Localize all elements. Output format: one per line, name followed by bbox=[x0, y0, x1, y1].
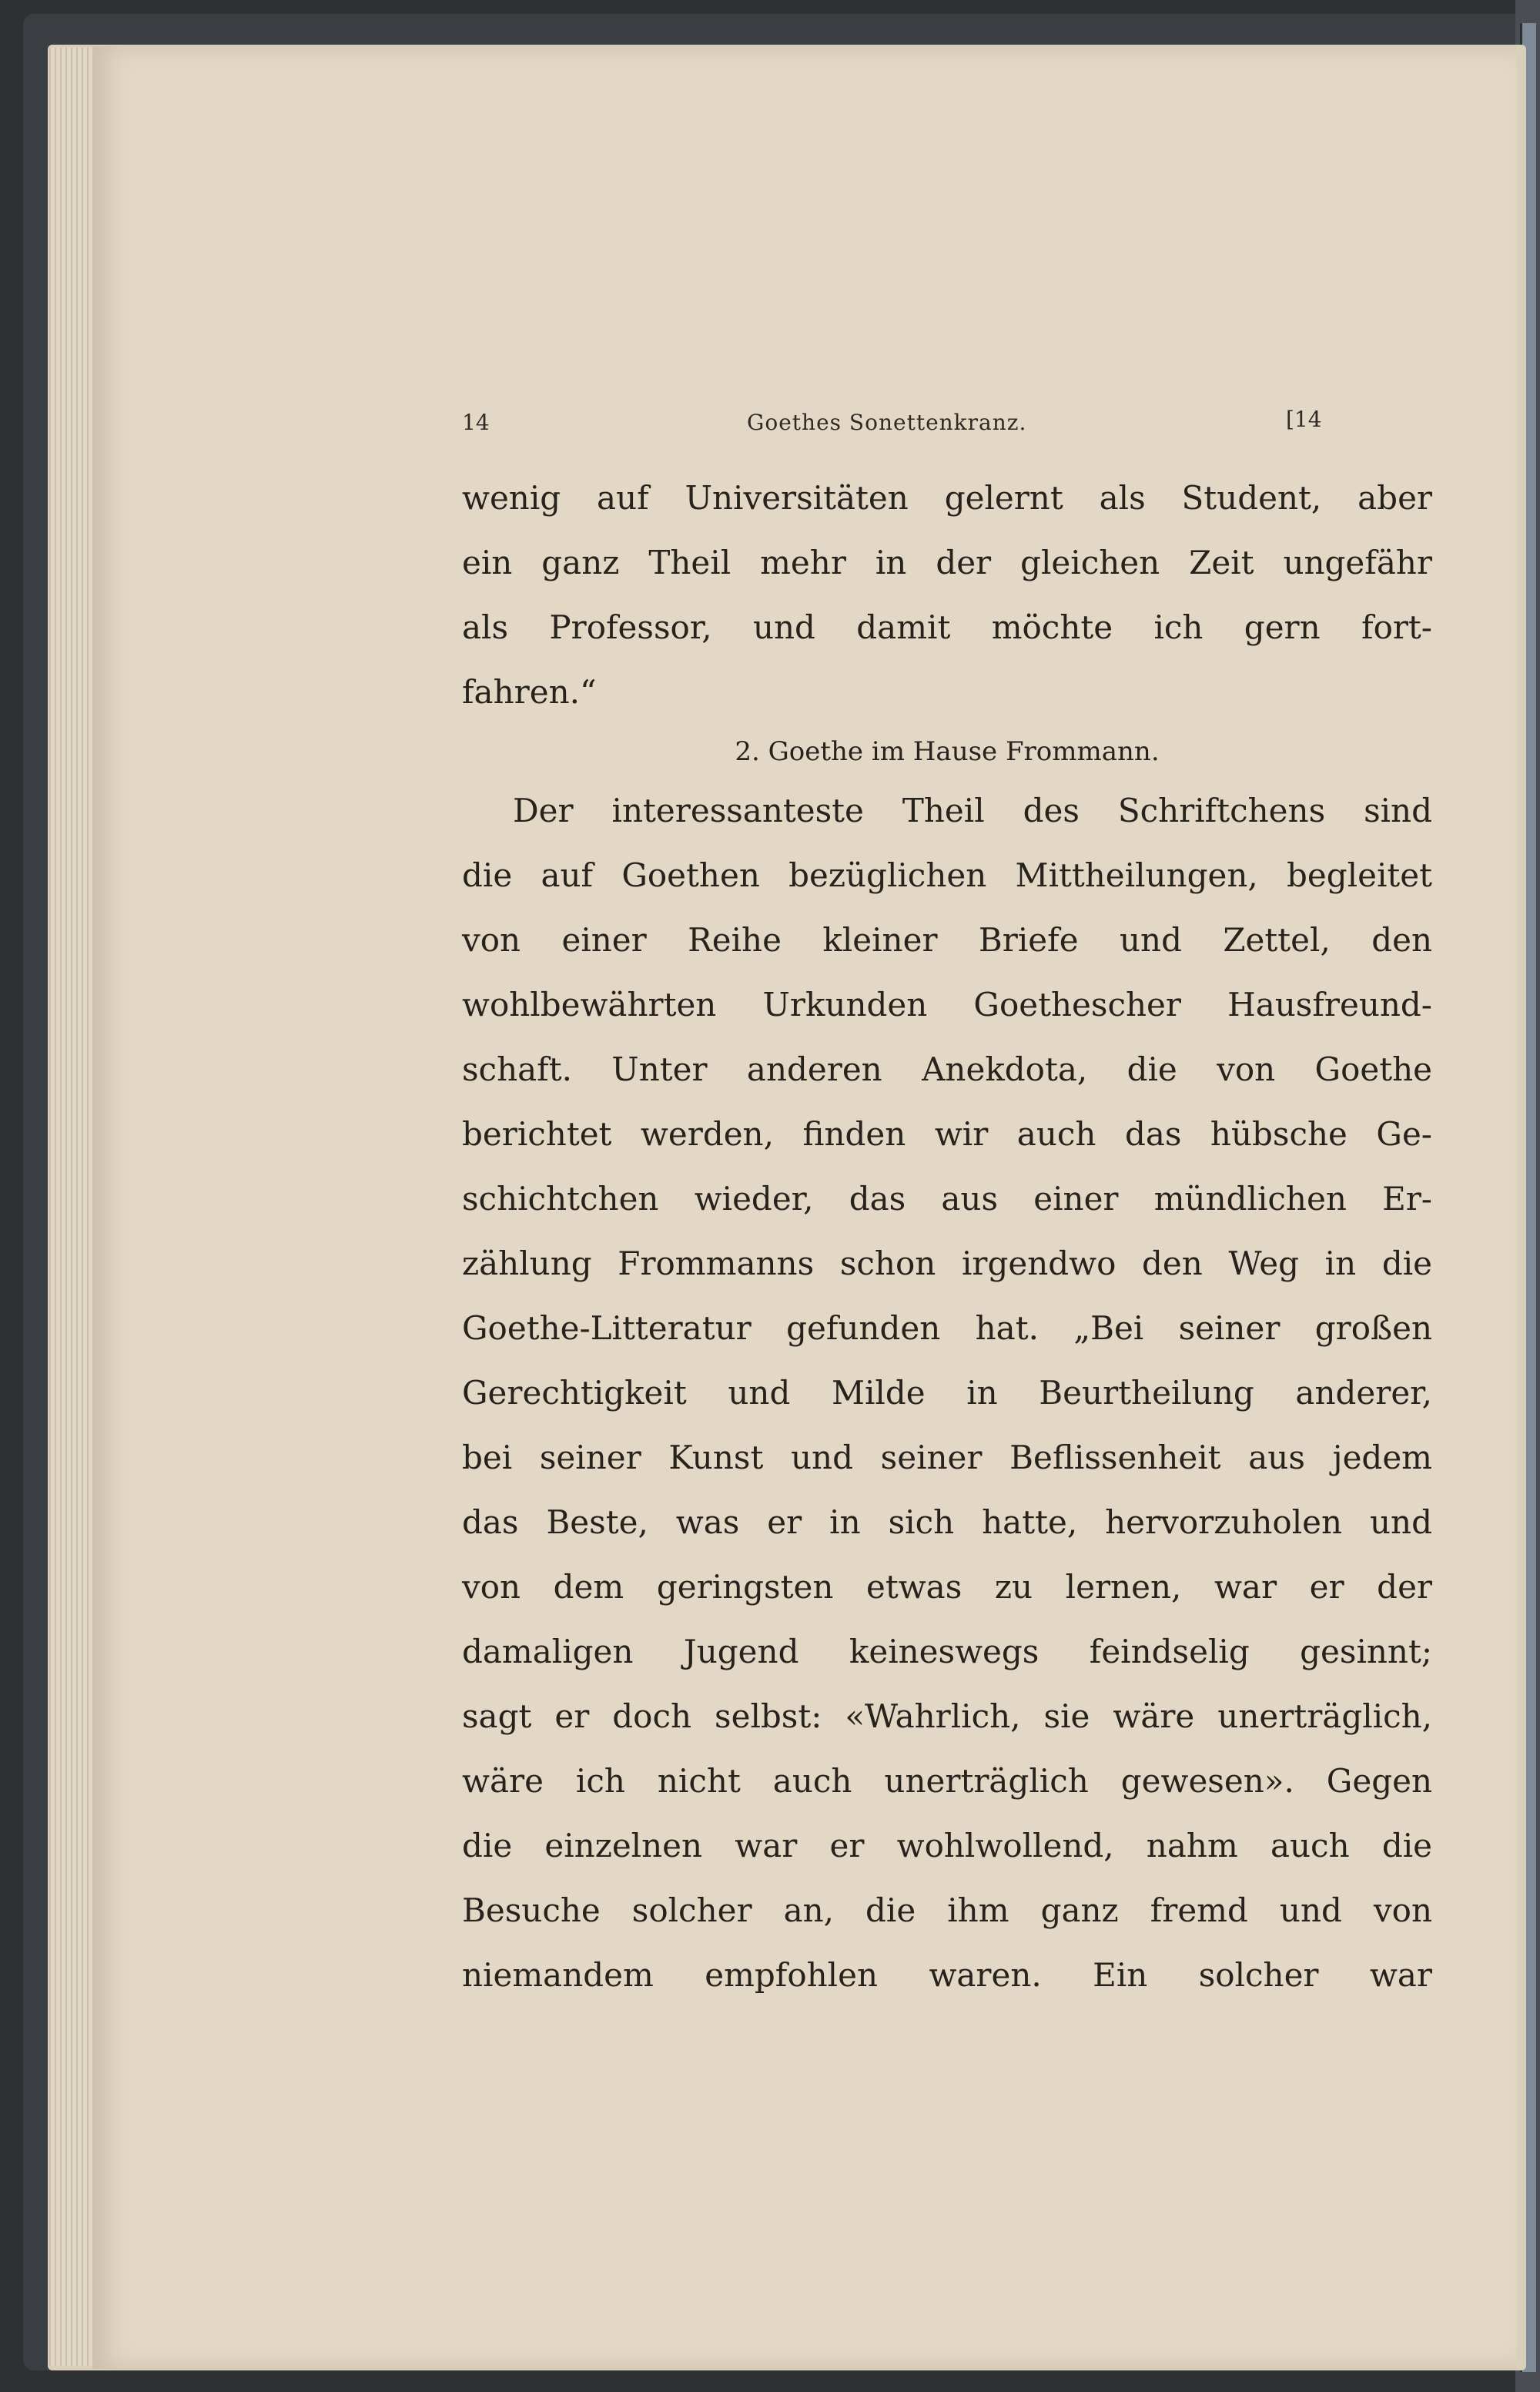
text-line: fahren.“ bbox=[462, 673, 597, 711]
page-reference: [14 bbox=[1286, 407, 1322, 432]
text-line: wenig auf Universitäten gelernt als Student, aber bbox=[462, 479, 1432, 517]
text-line: bei seiner Kunst und seiner Beflissenheit aus jedem bbox=[462, 1439, 1432, 1476]
book-page bbox=[92, 46, 1517, 2369]
text-line: damaligen Jugend keineswegs feindselig gesinnt; bbox=[462, 1633, 1432, 1670]
paragraph-2 bbox=[462, 779, 1432, 2008]
text-line: die auf Goethen bezüglichen Mittheilungen, begleitet bbox=[462, 856, 1432, 894]
text-line: als Professor, und damit möchte ich gern fort- bbox=[462, 608, 1432, 646]
body-text bbox=[462, 466, 1432, 2008]
text-line: das Beste, was er in sich hatte, hervorzuholen und bbox=[462, 1503, 1432, 1541]
page-number: 14 bbox=[462, 410, 490, 435]
text-line: Der interessanteste Theil des Schriftchens sind bbox=[513, 792, 1432, 829]
paragraph-1 bbox=[462, 466, 1432, 725]
text-line: wäre ich nicht auch unerträglich gewesen». Gegen bbox=[462, 1762, 1432, 1800]
text-line: von dem geringsten etwas zu lernen, war er der bbox=[462, 1568, 1432, 1606]
text-line: zählung Frommanns schon irgendwo den Weg in die bbox=[462, 1245, 1432, 1282]
text-line: berichtet werden, finden wir auch das hübsche Ge- bbox=[462, 1115, 1432, 1153]
text-line: von einer Reihe kleiner Briefe und Zettel, den bbox=[462, 921, 1432, 959]
page-header bbox=[92, 400, 1517, 447]
text-line: ein ganz Theil mehr in der gleichen Zeit ungefähr bbox=[462, 544, 1432, 581]
running-title: Goethes Sonettenkranz. bbox=[747, 410, 1027, 435]
text-line: sagt er doch selbst: «Wahrlich, sie wäre unerträglich, bbox=[462, 1697, 1432, 1735]
text-line: Besuche solcher an, die ihm ganz fremd und von bbox=[462, 1891, 1432, 1929]
section-heading: 2. Goethe im Hause Frommann. bbox=[735, 736, 1160, 767]
text-line: schichtchen wieder, das aus einer mündlichen Er- bbox=[462, 1180, 1432, 1218]
text-line: schaft. Unter anderen Anekdota, die von Goethe bbox=[462, 1050, 1432, 1088]
text-line: niemandem empfohlen waren. Ein solcher war bbox=[462, 1956, 1432, 1994]
text-line: wohlbewährten Urkunden Goethescher Hausfreund- bbox=[462, 986, 1432, 1023]
text-line: die einzelnen war er wohlwollend, nahm auch die bbox=[462, 1827, 1432, 1864]
text-line: Gerechtigkeit und Milde in Beurtheilung anderer, bbox=[462, 1374, 1432, 1412]
text-line: Goethe-Litteratur gefunden hat. „Bei seiner großen bbox=[462, 1309, 1432, 1347]
